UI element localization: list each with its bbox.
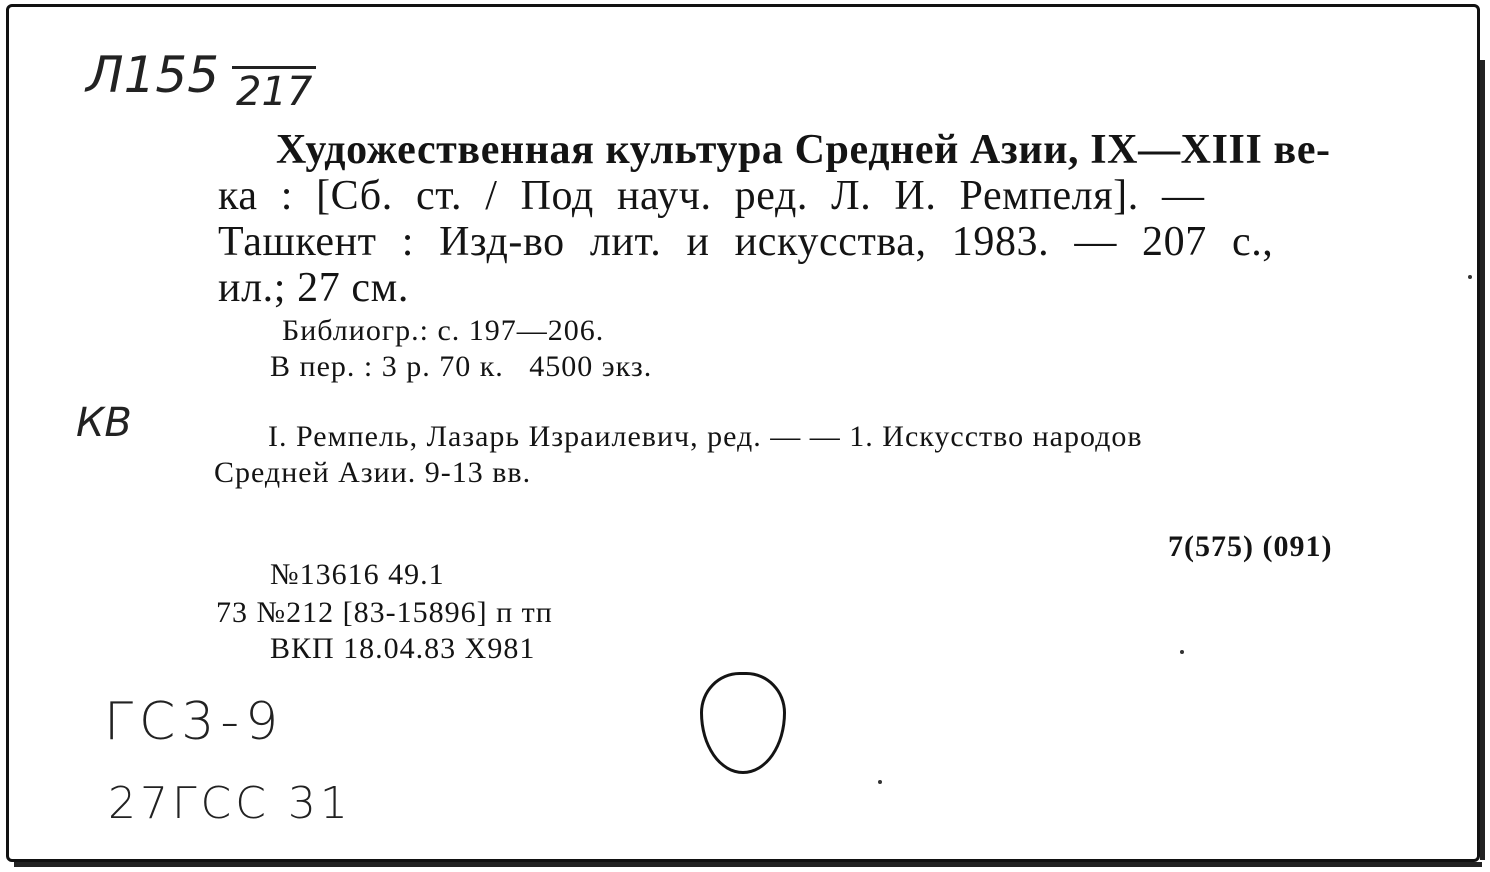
card-edge-shadow-bottom [14,862,1482,867]
imprint-line-1: №13616 49.1 [270,558,445,591]
card-edge-shadow-right [1480,60,1485,860]
note-bibliography: Библиогр.: с. 197—206. [282,314,605,347]
imprint-line-3: ВКП 18.04.83 Х981 [270,632,536,665]
speck [1180,650,1184,654]
note-price-copies: В пер. : 3 р. 70 к. 4500 экз. [270,350,653,383]
tracing-line-1: I. Ремпель, Лазарь Израилевич, ред. — — 1. Искусство народов [268,420,1143,453]
speck [878,780,882,784]
imprint-line-2: 73 №212 [83-15896] п тп [216,596,553,629]
speck [1468,275,1472,279]
tracing-mark-handwritten: КВ [76,400,132,446]
description-line-3: Ташкент : Изд-во лит. и искусства, 1983. — 207 с., [218,219,1274,265]
description-line-4: ил.; 27 см. [218,265,409,311]
handwritten-note-1: ГС3-9 [104,692,285,752]
description-line-2: ка : [Сб. ст. / Под науч. ред. Л. И. Ремпеля]. — [218,173,1205,219]
shelfmark-handwritten: Л155 [86,46,220,104]
description-line-1: Художественная культура Средней Азии, IX—XIII ве- [276,127,1331,173]
handwritten-note-2: 27ГСС 31 [108,778,352,829]
tracing-line-2: Средней Азии. 9-13 вв. [214,456,532,489]
shelfmark-number: 217 [232,66,316,115]
classification-number: 7(575) (091) [1168,530,1333,563]
